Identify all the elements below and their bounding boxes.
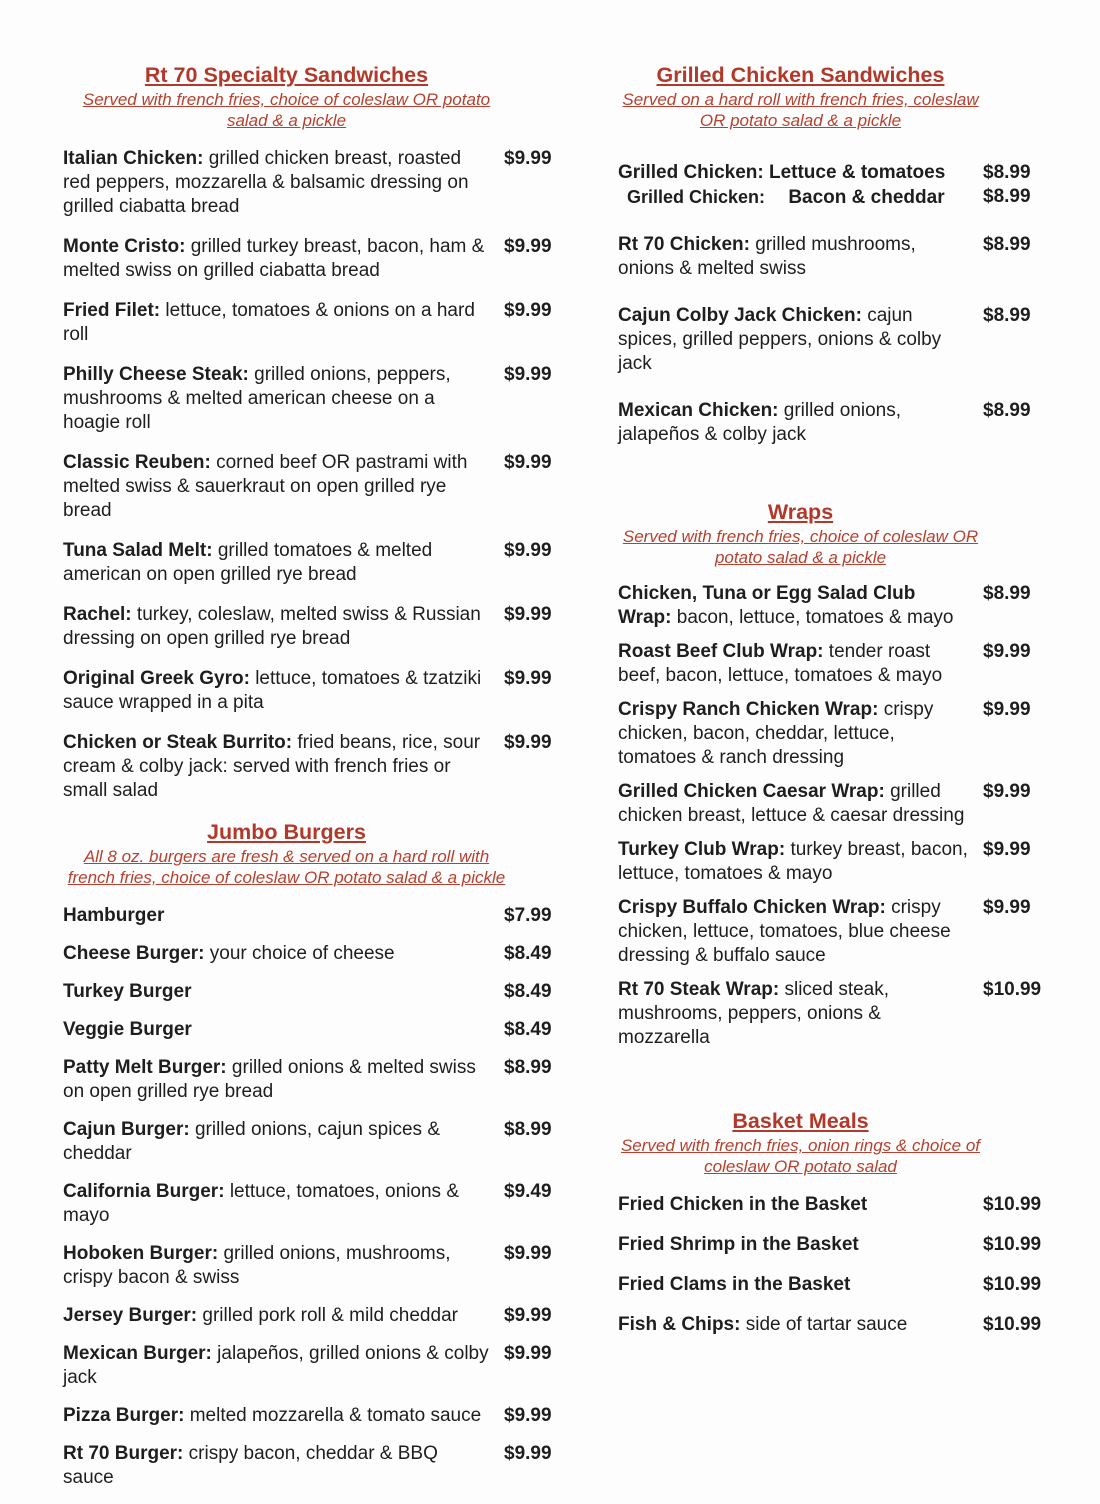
item-name: Cajun Burger: — [63, 1119, 190, 1140]
item-description: your choice of cheese — [209, 943, 395, 964]
item-price: $9.99 — [504, 1343, 552, 1364]
item-text — [63, 1242, 504, 1290]
item-description: grilled onions, cajun spices & cheddar — [63, 1119, 440, 1164]
section-header — [618, 62, 1055, 131]
menu-item — [63, 299, 568, 347]
item-description: fried beans, rice, sour cream & colby jack: served with french fries or small salad — [63, 732, 481, 801]
item-name: Fried Filet: — [63, 300, 161, 321]
item-description: melted mozzarella & tomato sauce — [189, 1405, 482, 1426]
section-baskets — [618, 1108, 1055, 1337]
item-description: lettuce, tomatoes & onions on a hard roll — [63, 300, 475, 345]
item-description: crispy bacon, cheddar & BBQ sauce — [63, 1443, 438, 1488]
item-name: Veggie Burger — [63, 1019, 192, 1040]
item-description: bacon, lettuce, tomatoes & mayo — [676, 607, 954, 628]
menu-item — [618, 978, 1055, 1050]
item-price: $9.99 — [504, 300, 552, 321]
menu-item — [618, 399, 1055, 447]
item-description: grilled tomatoes & melted american on open grilled rye bread — [63, 540, 433, 585]
item-description: crispy chicken, bacon, cheddar, lettuce, tomatoes & ranch dressing — [618, 699, 934, 768]
menu-item — [63, 363, 568, 435]
menu-item — [63, 147, 568, 219]
menu-item — [63, 603, 568, 651]
section-wraps — [618, 499, 1055, 1050]
section-subtitle: Served on a hard roll with french fries, coleslaw OR potato salad & a pickle — [622, 90, 979, 130]
item-text — [618, 640, 983, 688]
item-description: grilled onions, jalapeños & colby jack — [618, 400, 902, 445]
section-subtitle: All 8 oz. burgers are fresh & served on a hard roll with french fries, choice of coleslaw OR potato salad & a pickle — [67, 847, 506, 887]
item-price: $10.99 — [983, 1234, 1042, 1255]
item-name: Rt 70 Steak Wrap: — [618, 979, 780, 1000]
menu-item — [618, 1193, 1055, 1217]
section-title: Grilled Chicken Sandwiches — [656, 63, 945, 87]
item-price: $8.99 — [983, 186, 1031, 207]
item-name: Mexican Chicken: — [618, 400, 779, 421]
item-text — [618, 698, 983, 770]
item-text — [618, 1313, 983, 1337]
item-price: $8.49 — [504, 1019, 552, 1040]
item-price: $7.99 — [504, 905, 552, 926]
item-name: Chicken or Steak Burrito: — [63, 732, 293, 753]
item-name: Patty Melt Burger: — [63, 1057, 227, 1078]
item-name: Hamburger — [63, 905, 165, 926]
item-text — [63, 147, 504, 219]
item-text — [618, 896, 983, 968]
menu-item — [63, 731, 568, 803]
section-title: Basket Meals — [732, 1109, 869, 1133]
item-name: Pizza Burger: — [63, 1405, 185, 1426]
item-text — [63, 1056, 504, 1104]
menu-item — [618, 1273, 1055, 1297]
menu-item — [63, 980, 568, 1004]
item-price: $8.49 — [504, 943, 552, 964]
item-description: cajun spices, grilled peppers, onions & colby jack — [618, 305, 942, 374]
item-name: Jersey Burger: — [63, 1305, 198, 1326]
item-text — [618, 780, 983, 828]
item-description: grilled onions & melted swiss on open grilled rye bread — [63, 1057, 476, 1102]
item-name: Crispy Ranch Chicken Wrap: — [618, 699, 879, 720]
section-title: Wraps — [767, 500, 834, 524]
item-name: Rachel: — [63, 604, 132, 625]
item-text — [618, 582, 983, 630]
menu-item — [63, 1180, 568, 1228]
item-text — [618, 1273, 983, 1297]
item-description: turkey breast, bacon, lettuce, tomatoes & mayo — [618, 839, 968, 884]
item-text — [63, 1180, 504, 1228]
item-text — [63, 1442, 504, 1490]
item-name: Monte Cristo: — [63, 236, 186, 257]
menu-item — [63, 539, 568, 587]
item-description: Lettuce & tomatoes — [768, 162, 946, 183]
item-name: Roast Beef Club Wrap: — [618, 641, 824, 662]
item-name: Cajun Colby Jack Chicken: — [618, 305, 862, 326]
item-price: $8.99 — [504, 1119, 552, 1140]
item-price: $9.99 — [504, 668, 552, 689]
menu-item — [63, 235, 568, 283]
menu-item — [618, 304, 1055, 376]
menu-column-right — [618, 62, 1055, 1504]
menu-item — [618, 1313, 1055, 1337]
item-text — [63, 451, 504, 523]
item-name: Fish & Chips: — [618, 1314, 741, 1335]
item-name: Cheese Burger: — [63, 943, 205, 964]
item-price: $9.99 — [504, 1405, 552, 1426]
item-price: $9.99 — [504, 236, 552, 257]
section-header — [63, 62, 568, 131]
section-items — [618, 582, 1055, 1050]
item-name: California Burger: — [63, 1181, 225, 1202]
item-name: Philly Cheese Steak: — [63, 364, 249, 385]
item-price: $8.99 — [983, 400, 1031, 421]
item-name: Tuna Salad Melt: — [63, 540, 213, 561]
item-text — [63, 1118, 504, 1166]
item-name: Rt 70 Chicken: — [618, 234, 750, 255]
menu-item — [618, 1233, 1055, 1257]
item-text — [63, 363, 504, 435]
section-burgers — [63, 819, 568, 1490]
menu-item — [63, 942, 568, 966]
menu-item — [63, 1018, 568, 1042]
item-text — [63, 1018, 504, 1042]
item-text — [627, 185, 983, 210]
item-price: $9.99 — [983, 699, 1031, 720]
item-text — [618, 1233, 983, 1257]
item-price: $8.49 — [504, 981, 552, 1002]
item-price: $9.99 — [983, 839, 1031, 860]
item-description: tender roast beef, bacon, lettuce, tomatoes & mayo — [618, 641, 943, 686]
menu-item — [618, 896, 1055, 968]
item-text — [63, 235, 504, 283]
item-price: $9.99 — [504, 148, 552, 169]
item-price: $10.99 — [983, 1314, 1042, 1335]
item-name: Fried Chicken in the Basket — [618, 1194, 868, 1215]
item-price: $10.99 — [983, 979, 1042, 1000]
item-description: grilled turkey breast, bacon, ham & melted swiss on grilled ciabatta bread — [63, 236, 485, 281]
section-items — [618, 161, 1055, 447]
item-price: $9.99 — [504, 452, 552, 473]
item-price: $9.99 — [504, 1305, 552, 1326]
item-description: grilled chicken breast, lettuce & caesar dressing — [618, 781, 965, 826]
item-price: $8.99 — [983, 234, 1031, 255]
section-subtitle: Served with french fries, choice of coleslaw OR potato salad & a pickle — [82, 90, 491, 130]
item-description: crispy chicken, lettuce, tomatoes, blue cheese dressing & buffalo sauce — [618, 897, 951, 966]
section-items — [63, 904, 568, 1490]
section-items — [63, 147, 568, 803]
item-description: lettuce, tomatoes & tzatziki sauce wrapped in a pita — [63, 668, 482, 713]
item-price: $9.99 — [504, 540, 552, 561]
item-price: $9.99 — [983, 641, 1031, 662]
item-text — [63, 980, 504, 1004]
item-description: grilled mushrooms, onions & melted swiss — [618, 234, 916, 279]
item-description: corned beef OR pastrami with melted swiss & sauerkraut on open grilled rye bread — [63, 452, 468, 521]
item-text — [618, 161, 983, 185]
item-price: $9.99 — [504, 1443, 552, 1464]
menu-item — [618, 233, 1055, 281]
menu-item — [627, 185, 1055, 210]
item-description: turkey, coleslaw, melted swiss & Russian dressing on open grilled rye bread — [63, 604, 481, 649]
item-price: $10.99 — [983, 1274, 1042, 1295]
item-text — [63, 603, 504, 651]
item-price: $9.99 — [983, 897, 1031, 918]
item-price: $8.99 — [983, 162, 1031, 183]
item-name: Fried Shrimp in the Basket — [618, 1234, 859, 1255]
section-title: Jumbo Burgers — [207, 820, 366, 844]
item-text — [63, 1342, 504, 1390]
item-description: lettuce, tomatoes, onions & mayo — [63, 1181, 459, 1226]
section-header — [618, 499, 1055, 568]
menu-item — [63, 667, 568, 715]
item-price: $9.99 — [504, 732, 552, 753]
item-name: Fried Clams in the Basket — [618, 1274, 851, 1295]
menu-item — [63, 1342, 568, 1390]
item-text — [63, 942, 504, 966]
section-title: Rt 70 Specialty Sandwiches — [144, 63, 429, 87]
menu-item — [63, 451, 568, 523]
item-price: $8.99 — [983, 305, 1031, 326]
item-name: Classic Reuben: — [63, 452, 211, 473]
item-text — [63, 299, 504, 347]
item-text — [618, 978, 983, 1050]
item-text — [618, 1193, 983, 1217]
item-description: Bacon & cheddar — [788, 187, 945, 208]
item-name: Grilled Chicken Caesar Wrap: — [618, 781, 885, 802]
item-price: $9.49 — [504, 1181, 552, 1202]
item-text — [618, 399, 983, 447]
item-price: $8.99 — [504, 1057, 552, 1078]
menu-item — [63, 1442, 568, 1490]
item-name: Original Greek Gyro: — [63, 668, 250, 689]
item-text — [63, 904, 504, 928]
item-name: Turkey Club Wrap: — [618, 839, 786, 860]
item-name: Crispy Buffalo Chicken Wrap: — [618, 897, 886, 918]
menu-item — [63, 904, 568, 928]
menu-item — [618, 838, 1055, 886]
item-name: Rt 70 Burger: — [63, 1443, 184, 1464]
item-name: Italian Chicken: — [63, 148, 204, 169]
menu-column-left — [63, 62, 568, 1504]
menu-item — [63, 1242, 568, 1290]
item-name: Chicken, Tuna or Egg Salad Club Wrap: — [618, 583, 916, 628]
section-header — [63, 819, 568, 888]
section-items — [618, 1193, 1055, 1337]
item-name: Grilled Chicken: — [618, 162, 764, 183]
item-text — [63, 1404, 504, 1428]
item-price: $8.99 — [983, 583, 1031, 604]
section-subtitle: Served with french fries, choice of coleslaw OR potato salad & a pickle — [622, 527, 979, 567]
item-description: sliced steak, mushrooms, peppers, onions & mozzarella — [618, 979, 890, 1048]
section-gcs — [618, 62, 1055, 447]
menu-item — [63, 1304, 568, 1328]
menu-item — [618, 161, 1055, 185]
item-name: Hoboken Burger: — [63, 1243, 219, 1264]
item-text — [63, 731, 504, 803]
item-text — [63, 667, 504, 715]
item-name: Grilled Chicken: — [627, 187, 766, 207]
item-description: grilled onions, peppers, mushrooms & melted american cheese on a hoagie roll — [63, 364, 451, 433]
menu-item — [63, 1118, 568, 1166]
item-text — [618, 233, 983, 281]
menu-item — [63, 1056, 568, 1104]
menu-item — [63, 1404, 568, 1428]
item-name: Mexican Burger: — [63, 1343, 212, 1364]
item-text — [63, 539, 504, 587]
item-text — [618, 838, 983, 886]
item-name: Turkey Burger — [63, 981, 192, 1002]
item-text — [63, 1304, 504, 1328]
menu-item — [618, 640, 1055, 688]
item-price: $9.99 — [983, 781, 1031, 802]
menu-item — [618, 698, 1055, 770]
section-specialty — [63, 62, 568, 803]
menu-item — [618, 780, 1055, 828]
item-description: grilled chicken breast, roasted red peppers, mozzarella & balsamic dressing on grilled ciabatta bread — [63, 148, 469, 217]
section-subtitle: Served with french fries, onion rings & choice of coleslaw OR potato salad — [620, 1136, 981, 1176]
item-price: $9.99 — [504, 364, 552, 385]
item-price: $10.99 — [983, 1194, 1042, 1215]
item-price: $9.99 — [504, 1243, 552, 1264]
item-description: jalapeños, grilled onions & colby jack — [63, 1343, 489, 1388]
item-price: $9.99 — [504, 604, 552, 625]
item-description: grilled pork roll & mild cheddar — [202, 1305, 458, 1326]
section-header — [618, 1108, 1055, 1177]
item-description: grilled onions, mushrooms, crispy bacon & swiss — [63, 1243, 451, 1288]
menu-item — [618, 582, 1055, 630]
item-text — [618, 304, 983, 376]
item-description: side of tartar sauce — [745, 1314, 908, 1335]
